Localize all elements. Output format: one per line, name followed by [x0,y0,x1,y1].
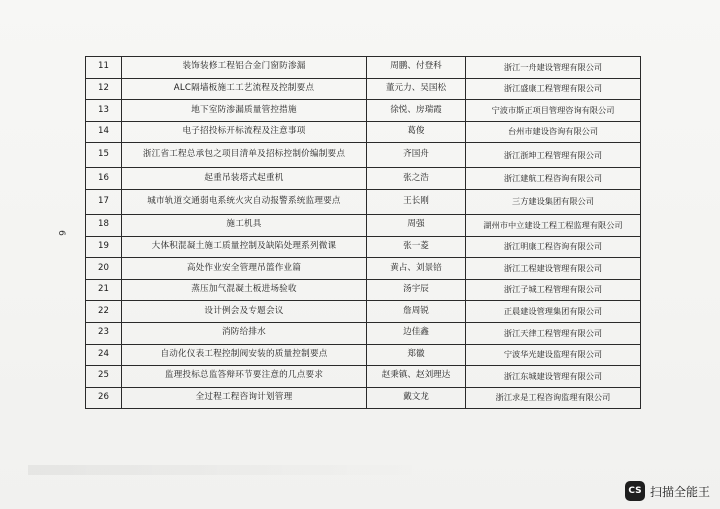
cell-author: 黄占、刘景锫 [367,258,466,280]
cell-title: ALC隔墙板施工工艺流程及控制要点 [122,78,367,100]
cell-title: 地下室防渗漏质量管控措施 [122,100,367,122]
cell-row-number: 16 [86,168,122,190]
cell-row-number: 26 [86,387,122,409]
cell-org: 浙江明康工程咨询有限公司 [466,236,641,258]
table-row [86,322,641,344]
table-row [86,121,641,143]
cell-author: 王长刚 [367,189,466,214]
cell-author: 徐悦、房瑞霞 [367,100,466,122]
cell-author: 张一菱 [367,236,466,258]
table-row [86,57,641,79]
cell-author: 戴文龙 [367,387,466,409]
cell-row-number: 15 [86,143,122,168]
cell-author: 齐国舟 [367,143,466,168]
table-row [86,387,641,409]
table-row [86,236,641,258]
cell-title: 设计例会及专题会议 [122,301,367,323]
cell-row-number: 21 [86,279,122,301]
scanner-watermark [625,481,710,501]
cell-row-number: 20 [86,258,122,280]
cell-title: 蒸压加气混凝土板进场验收 [122,279,367,301]
course-table [85,56,641,409]
cell-author: 周鹏、付登科 [367,57,466,79]
cell-title: 施工机具 [122,214,367,236]
cell-row-number: 19 [86,236,122,258]
table-row [86,344,641,366]
cell-org: 浙江子城工程管理有限公司 [466,279,641,301]
table-row [86,100,641,122]
table-row [86,189,641,214]
cell-org: 浙江建航工程咨询有限公司 [466,168,641,190]
table-row [86,366,641,388]
cell-author: 边佳鑫 [367,322,466,344]
cell-title: 浙江省工程总承包之项目清单及招标控制价编制要点 [122,143,367,168]
cell-author: 周强 [367,214,466,236]
cell-org: 浙江盛康工程管理有限公司 [466,78,641,100]
cell-title: 监理投标总监答辩环节要注意的几点要求 [122,366,367,388]
cell-row-number: 17 [86,189,122,214]
cell-org: 浙江一舟建设管理有限公司 [466,57,641,79]
table-row [86,143,641,168]
cell-author: 赵秉镇、赵刘理达 [367,366,466,388]
cell-row-number: 24 [86,344,122,366]
cell-row-number: 23 [86,322,122,344]
cell-org: 浙江求是工程咨询监理有限公司 [466,387,641,409]
cell-row-number: 13 [86,100,122,122]
cell-title: 大体积混凝土施工质量控制及缺陷处理系列微课 [122,236,367,258]
cell-org: 宁波市斯正项目管理咨询有限公司 [466,100,641,122]
cell-title: 高处作业安全管理吊篮作业篇 [122,258,367,280]
table-row [86,258,641,280]
scan-smudge [28,465,428,475]
cell-row-number: 25 [86,366,122,388]
cell-title: 城市轨道交通弱电系统火灾自动报警系统监理要点 [122,189,367,214]
cell-title: 自动化仪表工程控制阀安装的质量控制要点 [122,344,367,366]
cell-title: 起重吊装塔式起重机 [122,168,367,190]
table-row [86,279,641,301]
brand-name: 扫描全能王 [649,484,710,499]
cell-row-number: 14 [86,121,122,143]
table-row [86,168,641,190]
cell-title: 电子招投标开标流程及注意事项 [122,121,367,143]
cell-org: 浙江东城建设管理有限公司 [466,366,641,388]
table-row [86,214,641,236]
cell-author: 郑徽 [367,344,466,366]
cell-org: 浙江工程建设管理有限公司 [466,258,641,280]
cell-org: 正晨建设管理集团有限公司 [466,301,641,323]
cell-org: 台州市建设咨询有限公司 [466,121,641,143]
cell-author: 葛俊 [367,121,466,143]
cell-author: 张之浩 [367,168,466,190]
cell-org: 三方建设集团有限公司 [466,189,641,214]
table-row [86,78,641,100]
cell-author: 董元力、吴国松 [367,78,466,100]
camscanner-logo-icon: CS [625,481,645,501]
cell-row-number: 22 [86,301,122,323]
cell-org: 宁波华光建设监理有限公司 [466,344,641,366]
cell-author: 詹周锐 [367,301,466,323]
cell-title: 装饰装修工程铝合金门窗防渗漏 [122,57,367,79]
cell-row-number: 11 [86,57,122,79]
cell-row-number: 12 [86,78,122,100]
cell-org: 浙江天律工程管理有限公司 [466,322,641,344]
cell-org: 浙江浙坤工程管理有限公司 [466,143,641,168]
page-number: 6 [55,230,66,236]
cell-title: 全过程工程咨询计划管理 [122,387,367,409]
cell-row-number: 18 [86,214,122,236]
cell-org: 湖州市中立建设工程工程监理有限公司 [466,214,641,236]
cell-title: 消防给排水 [122,322,367,344]
table-row [86,301,641,323]
cell-author: 汤宇辰 [367,279,466,301]
